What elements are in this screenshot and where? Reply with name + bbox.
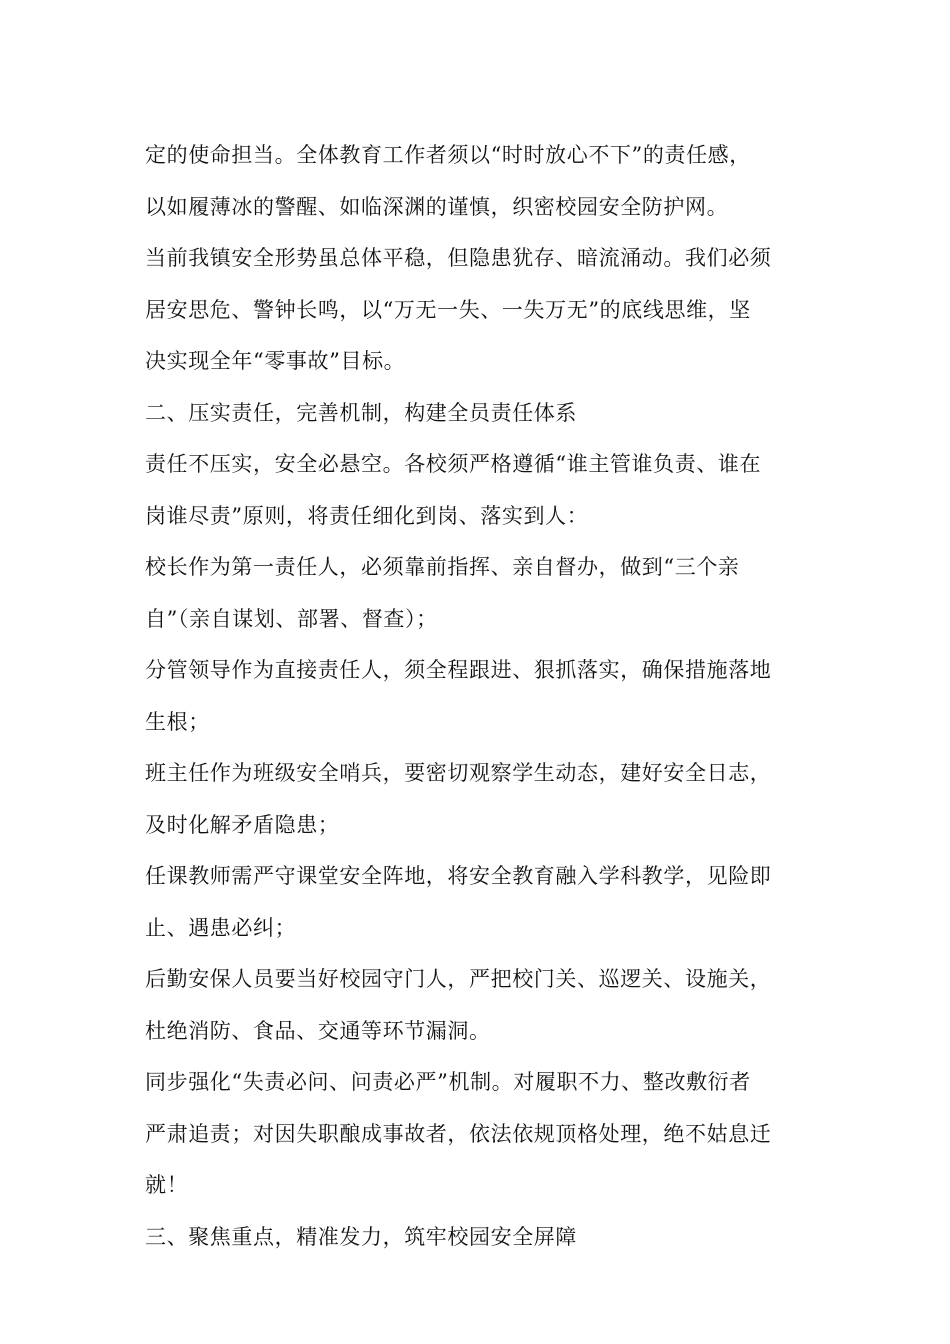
text-line-4: 居安思危、警钟长鸣，以“万无一失、一失万无”的底线思维，坚 — [145, 297, 751, 322]
text-line-14: 及时化解矛盾隐患； — [145, 812, 340, 837]
text-line-21: 就！ — [145, 1173, 189, 1197]
text-line-5: 决实现全年“零事故”目标。 — [145, 349, 406, 373]
text-line-17: 后勤安保人员要当好校园守门人，严把校门关、巡逻关、设施关， — [145, 967, 772, 991]
text-line-11: 分管领导作为直接责任人，须全程跟进、狠抓落实，确保措施落地 — [145, 658, 772, 682]
text-line-19: 同步强化“失责必问、问责必严”机制。对履职不力、整改敷衍者 — [145, 1070, 751, 1094]
text-line-9: 校长作为第一责任人，必须靠前指挥、亲自督办，做到“三个亲 — [145, 555, 740, 579]
section-heading-2: 二、压实责任，完善机制，构建全员责任体系 — [145, 400, 577, 425]
document-body — [145, 130, 815, 1263]
text-line-20: 严肃追责；对因失职酿成事故者，依法依规顶格处理，绝不姑息迁 — [145, 1121, 772, 1146]
text-line-3: 当前我镇安全形势虽总体平稳，但隐患犹存、暗流涌动。我们必须 — [145, 246, 772, 270]
text-line-16: 止、遇患必纠； — [145, 915, 297, 940]
text-line-10: 自”（亲自谋划、部署、督查）； — [145, 606, 438, 631]
text-line-2: 以如履薄冰的警醒、如临深渊的谨慎，织密校园安全防护网。 — [145, 194, 729, 219]
text-line-18: 杜绝消防、食品、交通等环节漏洞。 — [145, 1018, 491, 1043]
section-heading-3: 三、聚焦重点，精准发力，筑牢校园安全屏障 — [145, 1224, 577, 1249]
text-line-8: 岗谁尽责”原则，将责任细化到岗、落实到人： — [145, 503, 589, 528]
text-line-15: 任课教师需严守课堂安全阵地，将安全教育融入学科教学，见险即 — [145, 864, 772, 888]
text-line-7: 责任不压实，安全必悬空。各校须严格遵循“谁主管谁负责、谁在 — [145, 452, 762, 476]
text-line-1: 定的使命担当。全体教育工作者须以“时时放心不下”的责任感， — [145, 143, 751, 167]
text-line-13: 班主任作为班级安全哨兵，要密切观察学生动态，建好安全日志， — [145, 761, 772, 785]
text-line-12: 生根； — [145, 709, 210, 734]
